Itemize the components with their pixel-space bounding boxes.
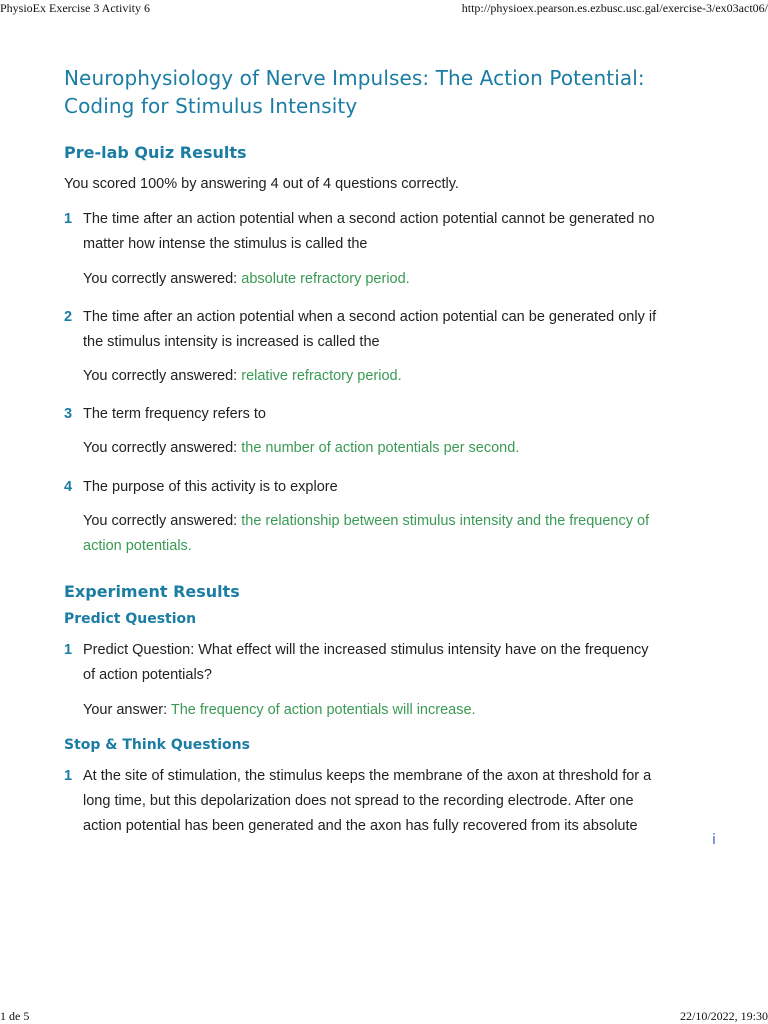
predict-heading: Predict Question — [64, 611, 197, 627]
question-text-line: matter how intense the stimulus is called the — [83, 236, 368, 252]
stop-think-heading: Stop & Think Questions — [64, 737, 250, 753]
question-text-line: action potential has been generated and the axon has fully recovered from its absolute — [83, 818, 638, 834]
score-text: You scored 100% by answering 4 out of 4 questions correctly. — [64, 176, 459, 192]
question-answer — [83, 267, 724, 292]
print-header-url: http://physioex.pearson.es.ezbusc.usc.gal/exercise-3/ex03act06/ — [461, 1, 768, 15]
question-answer — [83, 436, 724, 461]
question-text — [83, 305, 724, 355]
answer-prefix: Your answer: — [83, 702, 171, 718]
answer-value: the number of action potentials per second. — [241, 440, 520, 456]
page-title — [64, 64, 724, 120]
prelab-question-2 — [64, 305, 724, 389]
answer-prefix: You correctly answered: — [83, 440, 242, 456]
question-text-line: The time after an action potential when a second action potential can be generated only if — [83, 309, 657, 325]
print-header-title: PhysioEx Exercise 3 Activity 6 — [0, 1, 150, 15]
question-number: 1 — [64, 768, 73, 784]
question-answer — [83, 364, 724, 389]
answer-value: absolute refractory period. — [241, 271, 410, 287]
question-text-line: of action potentials? — [83, 667, 212, 683]
question-text — [83, 402, 724, 427]
answer-value: action potentials. — [83, 538, 192, 554]
print-footer-page: 1 de 5 — [0, 1009, 30, 1023]
question-text — [83, 764, 724, 839]
answer-prefix: You correctly answered: — [83, 271, 242, 287]
answer-prefix: You correctly answered: — [83, 513, 242, 529]
question-text-line: the stimulus intensity is increased is called the — [83, 334, 380, 350]
answer-value: the relationship between stimulus intensity and the frequency of — [241, 513, 650, 529]
question-text — [83, 475, 724, 500]
page-title-line-2: Coding for Stimulus Intensity — [64, 94, 358, 118]
answer-prefix: You correctly answered: — [83, 368, 242, 384]
predict-question-1 — [64, 638, 724, 723]
stop-think-question-1 — [64, 764, 724, 839]
prelab-question-1 — [64, 207, 724, 292]
question-number: 3 — [64, 406, 73, 422]
question-number: 1 — [64, 642, 73, 658]
question-number: 4 — [64, 479, 73, 495]
experiment-heading: Experiment Results — [64, 582, 240, 601]
page-title-line-1: Neurophysiology of Nerve Impulses: The Action Potential: — [64, 66, 645, 90]
question-number: 1 — [64, 211, 73, 227]
question-number: 2 — [64, 309, 73, 325]
prelab-question-4 — [64, 475, 724, 559]
question-text-line: The time after an action potential when a second action potential cannot be generated no — [83, 211, 655, 227]
question-text-line: Predict Question: What effect will the increased stimulus intensity have on the frequency — [83, 642, 649, 658]
question-text — [83, 638, 724, 688]
prelab-heading: Pre-lab Quiz Results — [64, 143, 247, 162]
print-header — [0, 1, 768, 17]
answer-value: relative refractory period. — [241, 368, 402, 384]
question-text — [83, 207, 724, 257]
prelab-question-3 — [64, 402, 724, 461]
question-answer — [83, 698, 724, 723]
document-content — [64, 64, 724, 839]
answer-value: The frequency of action potentials will increase. — [170, 702, 476, 718]
print-footer-datetime: 22/10/2022, 19:30 — [679, 1009, 768, 1023]
question-text-line: The term frequency refers to — [83, 406, 266, 422]
print-footer — [0, 1009, 768, 1024]
question-text-line: At the site of stimulation, the stimulus keeps the membrane of the axon at threshold for a — [83, 768, 652, 784]
question-answer — [83, 509, 724, 559]
question-text-line: long time, but this depolarization does not spread to the recording electrode. After one — [83, 793, 634, 809]
info-icon[interactable]: i — [712, 832, 716, 848]
question-text-line: The purpose of this activity is to explore — [83, 479, 338, 495]
